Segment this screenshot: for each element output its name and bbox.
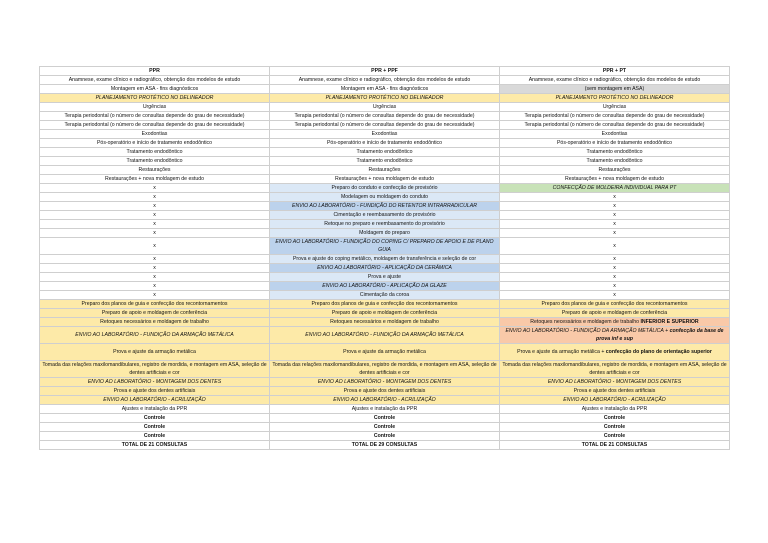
cell-text: ENVIO AO LABORATÓRIO - FUNDIÇÃO DA ARMAÇÃO METÁLICA [305, 332, 464, 338]
table-cell-ppr-pt[interactable] [500, 103, 730, 112]
table-cell-ppr-pt[interactable] [500, 130, 730, 139]
cell-text: Terapia periodontal (o número de consultas depende do grau de necessidade) [294, 113, 475, 119]
table-cell-ppr-pt[interactable] [500, 220, 730, 229]
table-cell-ppr-ppf[interactable] [270, 318, 500, 327]
table-cell-ppr-pt[interactable] [500, 378, 730, 387]
cell-text: ENVIO AO LABORATÓRIO - FUNDIÇÃO DO RETENTOR INTRARRADICULAR [292, 203, 477, 209]
table-cell-ppr-pt[interactable] [500, 211, 730, 220]
cell-text: x [613, 274, 616, 280]
cell-text: ENVIO AO LABORATÓRIO - ACRILIZAÇÃO [103, 397, 206, 403]
cell-text: x [153, 212, 156, 218]
table-cell-ppr-ppf[interactable] [270, 229, 500, 238]
table-cell-ppr[interactable] [40, 184, 270, 193]
table-row [40, 157, 730, 166]
column-header-ppr-ppf[interactable]: PPR + PPF [270, 67, 500, 76]
cell-text: x [153, 203, 156, 209]
cell-text: Controle [603, 415, 626, 421]
cell-text: Terapia periodontal (o número de consultas depende do grau de necessidade) [64, 113, 245, 119]
table-row [40, 184, 730, 193]
table-cell-ppr[interactable] [40, 264, 270, 273]
cell-text: Montagem em ASA - fins diagnósticos [110, 86, 199, 92]
table-cell-ppr-ppf[interactable] [270, 291, 500, 300]
table-cell-ppr-ppf[interactable] [270, 273, 500, 282]
table-cell-ppr-ppf[interactable] [270, 211, 500, 220]
cell-text: Controle [143, 415, 166, 421]
cell-text: CONFECÇÃO DE MOLDEIRA INDIVIDUAL PARA PT [552, 185, 677, 191]
column-header-ppr-pt[interactable]: PPR + PT [500, 67, 730, 76]
cell-text: Retoque no preparo e reembasamento do provisório [324, 221, 445, 227]
table-cell-ppr-pt[interactable] [500, 121, 730, 130]
cell-text: Modelagem ou moldagem do conduto [340, 194, 429, 200]
cell-text: ENVIO AO LABORATÓRIO - APLICAÇÃO DA GLAZE [322, 283, 447, 289]
cell-text: Ajustes e instalação da PPR [351, 406, 418, 412]
cell-text: Tomada das relações maxilomandibulares, registro de mordida, e montagem em ASA, seleção de dentes artificiais e cor [272, 362, 497, 376]
totals-row [40, 441, 730, 450]
cell-text: x [153, 194, 156, 200]
total-ppr-ppf[interactable]: TOTAL DE 29 CONSULTAS [270, 441, 500, 450]
cell-text: x [153, 221, 156, 227]
cell-text: (sem montagem em ASA) [584, 86, 645, 92]
cell-text: x [153, 243, 156, 249]
cell-text: x [613, 265, 616, 271]
table-cell-ppr-ppf[interactable] [270, 387, 500, 396]
cell-text: Preparo de apoio e moldagem de conferência [101, 310, 208, 316]
table-row [40, 432, 730, 441]
cell-emphasis-text: INFERIOR E SUPERIOR [640, 319, 699, 325]
table-cell-ppr[interactable] [40, 166, 270, 175]
table-cell-ppr-ppf[interactable] [270, 202, 500, 211]
cell-text: Preparo de apoio e moldagem de conferência [561, 310, 668, 316]
cell-text: Preparo do conduto e confecção de provisório [331, 185, 438, 191]
cell-text: Prova e ajuste dos dentes artificiais [343, 388, 426, 394]
table-row [40, 361, 730, 378]
table-cell-ppr-ppf[interactable] [270, 378, 500, 387]
cell-text: Preparo dos planos de guia e confecção dos recontornamentos [541, 301, 688, 307]
cell-text: Prova e ajuste do coping metálico, moldagem de transferência e seleção de cor [292, 256, 477, 262]
table-cell-ppr-pt[interactable] [500, 344, 730, 361]
table-cell-ppr-ppf[interactable] [270, 121, 500, 130]
cell-text: Controle [143, 424, 166, 430]
table-cell-ppr[interactable] [40, 175, 270, 184]
cell-text: Controle [373, 424, 396, 430]
cell-text: ENVIO AO LABORATÓRIO - FUNDIÇÃO DO COPING C/ PREPARO DE APOIO E DE PLANO GUIA [275, 239, 494, 253]
table-cell-ppr-pt[interactable] [500, 139, 730, 148]
cell-text: x [613, 283, 616, 289]
table-cell-ppr-pt[interactable] [500, 184, 730, 193]
table-cell-ppr[interactable] [40, 327, 270, 344]
total-ppr-pt[interactable]: TOTAL DE 21 CONSULTAS [500, 441, 730, 450]
total-ppr[interactable]: TOTAL DE 21 CONSULTAS [40, 441, 270, 450]
table-cell-ppr-pt[interactable] [500, 387, 730, 396]
table-cell-ppr-ppf[interactable] [270, 264, 500, 273]
cell-text: Controle [373, 415, 396, 421]
table-cell-ppr[interactable] [40, 76, 270, 85]
table-cell-ppr[interactable] [40, 318, 270, 327]
table-cell-ppr-pt[interactable] [500, 229, 730, 238]
table-row [40, 414, 730, 423]
table-cell-ppr-ppf[interactable] [270, 423, 500, 432]
table-cell-ppr-pt[interactable] [500, 432, 730, 441]
table-row [40, 309, 730, 318]
table-cell-ppr-ppf[interactable] [270, 361, 500, 378]
cell-text: Restaurações + nova moldagem de estudo [564, 176, 665, 182]
cell-text: Preparo de apoio e moldagem de conferência [331, 310, 438, 316]
cell-text: ENVIO AO LABORATÓRIO - MONTAGEM DOS DENTES [317, 379, 452, 385]
table-row [40, 405, 730, 414]
cell-text: ENVIO AO LABORATÓRIO - APLICAÇÃO DA CERÂMICA [317, 265, 452, 271]
cell-text: Tomada das relações maxilomandibulares, registro de mordida, e montagem em ASA, seleção de dentes artificiais e cor [42, 362, 267, 376]
table-cell-ppr[interactable] [40, 423, 270, 432]
table-cell-ppr-ppf[interactable] [270, 166, 500, 175]
table-cell-ppr-ppf[interactable] [270, 220, 500, 229]
table-cell-ppr-pt[interactable] [500, 264, 730, 273]
column-header-ppr[interactable]: PPR [40, 67, 270, 76]
table-cell-ppr-pt[interactable] [500, 423, 730, 432]
table-cell-ppr-pt[interactable] [500, 166, 730, 175]
cell-text: ENVIO AO LABORATÓRIO - MONTAGEM DOS DENTES [547, 379, 682, 385]
cell-text: x [153, 230, 156, 236]
cell-text: x [613, 203, 616, 209]
table-row [40, 139, 730, 148]
table-cell-ppr-pt[interactable] [500, 318, 730, 327]
table-cell-ppr[interactable] [40, 112, 270, 121]
table-cell-ppr[interactable] [40, 378, 270, 387]
cell-text: ENVIO AO LABORATÓRIO - FUNDIÇÃO DA ARMAÇÃO METÁLICA + [505, 328, 670, 334]
table-cell-ppr-ppf[interactable] [270, 94, 500, 103]
cell-text: Tratamento endodôntico [586, 149, 643, 155]
cell-text: Tratamento endodôntico [356, 158, 413, 164]
table-cell-ppr-pt[interactable] [500, 327, 730, 344]
table-cell-ppr-pt[interactable] [500, 282, 730, 291]
cell-text: x [613, 243, 616, 249]
cell-text: Pós-operatório e início de tratamento endodôntico [326, 140, 443, 146]
table-cell-ppr-pt[interactable] [500, 193, 730, 202]
table-cell-ppr[interactable] [40, 255, 270, 264]
cell-text: Urgências [372, 104, 397, 110]
cell-text: Moldagem do preparo [359, 230, 410, 236]
cell-text: Restaurações + nova moldagem de estudo [104, 176, 205, 182]
table-cell-ppr-ppf[interactable] [270, 139, 500, 148]
table-cell-ppr-ppf[interactable] [270, 414, 500, 423]
table-row [40, 344, 730, 361]
table-row [40, 85, 730, 94]
table-row [40, 238, 730, 255]
cell-text: Urgências [142, 104, 167, 110]
table-cell-ppr-pt[interactable] [500, 291, 730, 300]
cell-text: Anamnese, exame clínico e radiográfico, obtenção dos modelos de estudo [298, 77, 471, 83]
table-row [40, 148, 730, 157]
cell-text: Pós-operatório e início de tratamento endodôntico [96, 140, 213, 146]
table-row [40, 273, 730, 282]
table-cell-ppr[interactable] [40, 396, 270, 405]
table-row [40, 103, 730, 112]
table-cell-ppr-ppf[interactable] [270, 184, 500, 193]
table-cell-ppr-ppf[interactable] [270, 175, 500, 184]
cell-text: x [613, 221, 616, 227]
cell-text: Ajustes e instalação da PPR [581, 406, 648, 412]
table-cell-ppr[interactable] [40, 157, 270, 166]
table-cell-ppr-ppf[interactable] [270, 148, 500, 157]
table-row [40, 264, 730, 273]
consultations-table [39, 66, 730, 450]
table-cell-ppr[interactable] [40, 300, 270, 309]
cell-text: x [153, 274, 156, 280]
cell-text: Retoques necessários e moldagem de trabalho [330, 319, 439, 325]
table-cell-ppr[interactable] [40, 344, 270, 361]
cell-text: Controle [143, 433, 166, 439]
cell-text: Cimentação da coroa [359, 292, 410, 298]
cell-text: Prova e ajuste da armação metálica + [517, 349, 606, 355]
cell-text: Terapia periodontal (o número de consultas depende do grau de necessidade) [524, 113, 705, 119]
table-cell-ppr[interactable] [40, 361, 270, 378]
cell-text: Controle [603, 433, 626, 439]
table-cell-ppr-pt[interactable] [500, 202, 730, 211]
table-cell-ppr[interactable] [40, 130, 270, 139]
cell-text: x [613, 194, 616, 200]
table-row [40, 291, 730, 300]
cell-text: x [153, 185, 156, 191]
cell-text: x [613, 256, 616, 262]
table-cell-ppr-pt[interactable] [500, 94, 730, 103]
cell-text: ENVIO AO LABORATÓRIO - ACRILIZAÇÃO [563, 397, 666, 403]
table-cell-ppr[interactable] [40, 432, 270, 441]
cell-text: ENVIO AO LABORATÓRIO - MONTAGEM DOS DENTES [87, 379, 222, 385]
table-row [40, 327, 730, 344]
table-cell-ppr[interactable] [40, 405, 270, 414]
table-cell-ppr-pt[interactable] [500, 361, 730, 378]
table-row [40, 387, 730, 396]
cell-text: Urgências [602, 104, 627, 110]
header-row [40, 67, 730, 76]
table-cell-ppr[interactable] [40, 282, 270, 291]
table-cell-ppr[interactable] [40, 211, 270, 220]
cell-text: Tratamento endodôntico [586, 158, 643, 164]
table-row [40, 378, 730, 387]
cell-text: ENVIO AO LABORATÓRIO - ACRILIZAÇÃO [333, 397, 436, 403]
cell-text: x [153, 256, 156, 262]
table-cell-ppr-pt[interactable] [500, 157, 730, 166]
cell-text: Prova e ajuste da armação metálica [113, 349, 196, 355]
cell-text: Preparo dos planos de guia e confecção dos recontornamentos [81, 301, 228, 307]
table-row [40, 396, 730, 405]
cell-text: Exodontias [601, 131, 628, 137]
table-cell-ppr-pt[interactable] [500, 273, 730, 282]
table-cell-ppr-pt[interactable] [500, 148, 730, 157]
table-cell-ppr[interactable] [40, 193, 270, 202]
table-row [40, 166, 730, 175]
cell-text: x [613, 230, 616, 236]
cell-text: Anamnese, exame clínico e radiográfico, obtenção dos modelos de estudo [68, 77, 241, 83]
table-cell-ppr-ppf[interactable] [270, 130, 500, 139]
table-cell-ppr-ppf[interactable] [270, 432, 500, 441]
table-cell-ppr-ppf[interactable] [270, 282, 500, 291]
cell-text: Terapia periodontal (o número de consultas depende do grau de necessidade) [524, 122, 705, 128]
table-cell-ppr[interactable] [40, 273, 270, 282]
table-row [40, 255, 730, 264]
cell-text: Controle [373, 433, 396, 439]
table-row [40, 211, 730, 220]
table-cell-ppr-ppf[interactable] [270, 300, 500, 309]
table-cell-ppr-ppf[interactable] [270, 112, 500, 121]
cell-text: Restaurações [368, 167, 401, 173]
cell-text: Preparo dos planos de guia e confecção dos recontornamentos [311, 301, 458, 307]
cell-text: Tratamento endodôntico [126, 158, 183, 164]
table-cell-ppr-ppf[interactable] [270, 157, 500, 166]
table-row [40, 175, 730, 184]
table-row [40, 300, 730, 309]
table-cell-ppr-ppf[interactable] [270, 327, 500, 344]
cell-text: Restaurações + nova moldagem de estudo [334, 176, 435, 182]
cell-text: Terapia periodontal (o número de consultas depende do grau de necessidade) [294, 122, 475, 128]
cell-text: Retoques necessários e moldagem de trabalho [530, 319, 641, 325]
table-cell-ppr[interactable] [40, 85, 270, 94]
cell-text: Anamnese, exame clínico e radiográfico, obtenção dos modelos de estudo [528, 77, 701, 83]
table-cell-ppr[interactable] [40, 387, 270, 396]
table-row [40, 193, 730, 202]
table-cell-ppr-ppf[interactable] [270, 255, 500, 264]
cell-text: Pós-operatório e início de tratamento endodôntico [556, 140, 673, 146]
table-cell-ppr[interactable] [40, 291, 270, 300]
cell-text: Montagem em ASA - fins diagnósticos [340, 86, 429, 92]
table-cell-ppr[interactable] [40, 414, 270, 423]
table-cell-ppr-pt[interactable] [500, 255, 730, 264]
cell-text: Restaurações [138, 167, 171, 173]
cell-text: PLANEJAMENTO PROTÉTICO NO DELINEADOR [555, 95, 674, 101]
table-cell-ppr[interactable] [40, 202, 270, 211]
cell-text: Terapia periodontal (o número de consultas depende do grau de necessidade) [64, 122, 245, 128]
table-cell-ppr-pt[interactable] [500, 175, 730, 184]
cell-text: ENVIO AO LABORATÓRIO - FUNDIÇÃO DA ARMAÇÃO METÁLICA [75, 332, 234, 338]
cell-text: Prova e ajuste da armação metálica [343, 349, 426, 355]
table-cell-ppr[interactable] [40, 238, 270, 255]
table-cell-ppr-ppf[interactable] [270, 396, 500, 405]
table-cell-ppr-pt[interactable] [500, 405, 730, 414]
cell-text: PLANEJAMENTO PROTÉTICO NO DELINEADOR [325, 95, 444, 101]
table-cell-ppr[interactable] [40, 309, 270, 318]
table-cell-ppr-pt[interactable] [500, 396, 730, 405]
table-row [40, 423, 730, 432]
table-row [40, 220, 730, 229]
cell-text: Tratamento endodôntico [126, 149, 183, 155]
cell-text: Ajustes e instalação da PPR [121, 406, 188, 412]
table-cell-ppr-pt[interactable] [500, 238, 730, 255]
table-cell-ppr-ppf[interactable] [270, 85, 500, 94]
table-cell-ppr-ppf[interactable] [270, 193, 500, 202]
table-cell-ppr-pt[interactable] [500, 300, 730, 309]
cell-text: Restaurações [598, 167, 631, 173]
cell-text: PLANEJAMENTO PROTÉTICO NO DELINEADOR [95, 95, 214, 101]
cell-text: x [613, 212, 616, 218]
table-row [40, 130, 730, 139]
cell-text: Exodontias [141, 131, 168, 137]
table-row [40, 282, 730, 291]
cell-text: Prova e ajuste dos dentes artificiais [573, 388, 656, 394]
cell-emphasis-text: confecção da base de prova inf e sup [596, 328, 724, 342]
cell-text: Prova e ajuste dos dentes artificiais [113, 388, 196, 394]
table-cell-ppr-ppf[interactable] [270, 238, 500, 255]
table-row [40, 94, 730, 103]
cell-emphasis-text: confecção do plano de orientação superior [605, 349, 712, 355]
table-cell-ppr[interactable] [40, 148, 270, 157]
table-cell-ppr[interactable] [40, 94, 270, 103]
table-row [40, 121, 730, 130]
table-cell-ppr-ppf[interactable] [270, 405, 500, 414]
table-row [40, 229, 730, 238]
cell-text: x [613, 292, 616, 298]
cell-text: x [153, 283, 156, 289]
table-cell-ppr-pt[interactable] [500, 112, 730, 121]
table-body [40, 76, 730, 441]
table-cell-ppr[interactable] [40, 103, 270, 112]
table-cell-ppr-ppf[interactable] [270, 103, 500, 112]
spreadsheet-sheet [39, 66, 729, 450]
cell-text: Tomada das relações maxilomandibulares, registro de mordida, e montagem em ASA, seleção de dentes artificiais e cor [502, 362, 727, 376]
table-cell-ppr-pt[interactable] [500, 309, 730, 318]
table-row [40, 202, 730, 211]
table-cell-ppr[interactable] [40, 139, 270, 148]
cell-text: Retoques necessários e moldagem de trabalho [100, 319, 209, 325]
table-row [40, 318, 730, 327]
table-row [40, 112, 730, 121]
table-cell-ppr[interactable] [40, 121, 270, 130]
table-cell-ppr-pt[interactable] [500, 76, 730, 85]
cell-text: Controle [603, 424, 626, 430]
table-row [40, 76, 730, 85]
table-cell-ppr[interactable] [40, 229, 270, 238]
cell-text: x [153, 292, 156, 298]
table-cell-ppr-ppf[interactable] [270, 76, 500, 85]
table-cell-ppr[interactable] [40, 220, 270, 229]
table-cell-ppr-ppf[interactable] [270, 344, 500, 361]
table-cell-ppr-pt[interactable] [500, 85, 730, 94]
cell-text: Tratamento endodôntico [356, 149, 413, 155]
table-cell-ppr-pt[interactable] [500, 414, 730, 423]
cell-text: x [153, 265, 156, 271]
cell-text: Cimentação e reembasamento do provisório [333, 212, 436, 218]
table-cell-ppr-ppf[interactable] [270, 309, 500, 318]
cell-text: Prova e ajuste [367, 274, 402, 280]
cell-text: Exodontias [371, 131, 398, 137]
